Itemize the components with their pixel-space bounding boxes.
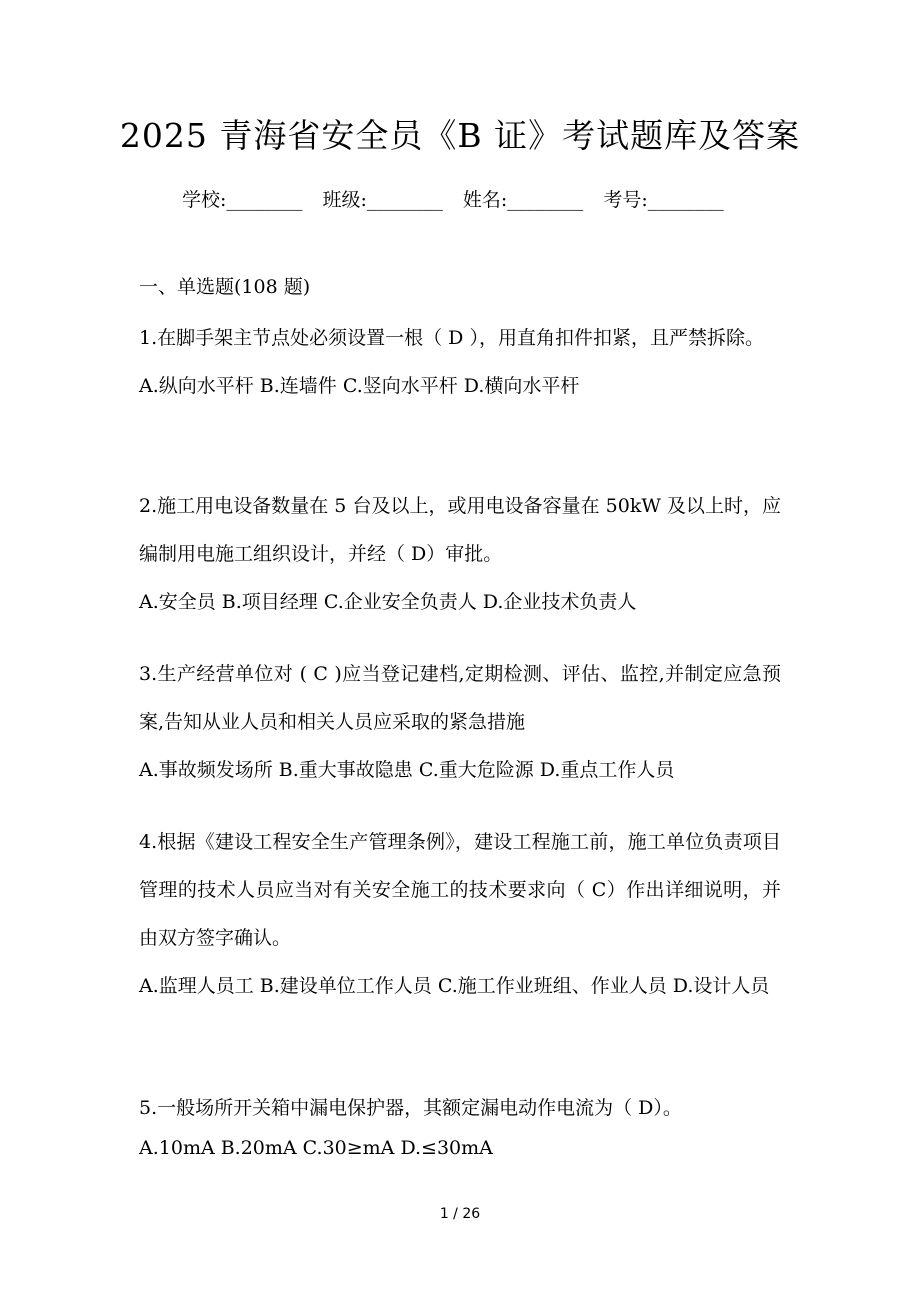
school-field: 学校:________ [182,189,303,211]
question-5 [139,1088,781,1168]
question-stem: 5.一般场所开关箱中漏电保护器，其额定漏电动作电流为（ D）。 [139,1097,682,1119]
question-options: A.监理人员工 B.建设单位工作人员 C.施工作业班组、作业人员 D.设计人员 [139,975,770,997]
question-options: A.事故频发场所 B.重大事故隐患 C.重大危险源 D.重点工作人员 [139,759,675,781]
question-stem: 1.在脚手架主节点处必须设置一根（ D ），用直角扣件扣紧，且严禁拆除。 [139,327,764,349]
question-options: A.纵向水平杆 B.连墙件 C.竖向水平杆 D.横向水平杆 [139,375,580,397]
question-1 [139,314,781,410]
question-stem: 4.根据《建设工程安全生产管理条例》，建设工程施工前，施工单位负责项目管理的技术人员应当对有关安全施工的技术要求向（ C）作出详细说明，并由双方签字确认。 [139,831,781,949]
question-3 [139,650,781,794]
class-field: 班级:________ [322,189,443,211]
question-options: A.10mA B.20mA C.30≥mA D.≤30mA [139,1137,493,1159]
student-info-row [182,186,738,214]
question-stem: 3.生产经营单位对 ( C )应当登记建档,定期检测、评估、监控,并制定应急预案,告知从业人员和相关人员应采取的紧急措施 [139,663,781,733]
section-heading: 一、单选题(108 题) [139,276,311,298]
page-number: 1 / 26 [439,1206,481,1222]
name-field: 姓名:________ [462,189,584,211]
document-title: 2025 青海省安全员《B 证》考试题库及答案 [119,116,801,155]
question-2 [139,482,781,626]
exam-number-field: 考号:________ [603,189,724,211]
question-4 [139,818,781,1010]
question-stem: 2.施工用电设备数量在 5 台及以上，或用电设备容量在 50kW 及以上时，应编制用电施工组织设计，并经（ D）审批。 [139,495,781,565]
question-options: A.安全员 B.项目经理 C.企业安全负责人 D.企业技术负责人 [139,591,637,613]
